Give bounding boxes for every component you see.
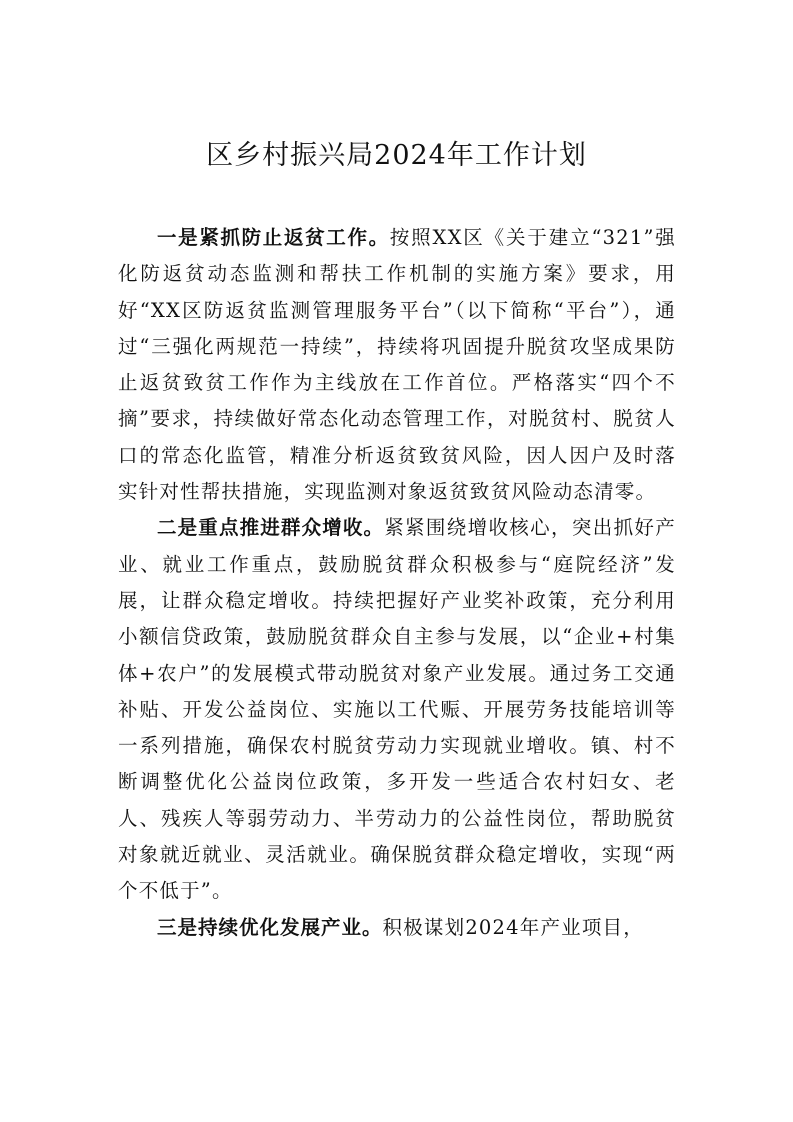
document-title: 区乡村振兴局2024年工作计划 [206, 140, 587, 171]
paragraph-3 [118, 910, 676, 946]
paragraph-3-heading: 三是持续优化发展产业。 [157, 915, 383, 939]
paragraph-1-text: 按照XX区《关于建立“321”强化防返贫动态监测和帮扶工作机制的实施方案》要求，用好“XX区防返贫监测管理服务平台”（以下简称“平台”），通过“三强化两规范一持续”，持续将巩固提升脱贫攻坚成果防止返贫致贫工作作为主线放在工作首位。严格落实“四个不摘”要求，持续做好常态化动态管理工作，对脱贫村、脱贫人口的常态化监管，精准分析返贫致贫风险，因人因户及时落实针对性帮扶措施，实现监测对象返贫致贫风险动态清零。 [118, 226, 676, 504]
paragraph-1-heading: 一是紧抓防止返贫工作。 [157, 226, 390, 249]
document-body [118, 220, 676, 946]
paragraph-2-text: 紧紧围绕增收核心，突出抓好产业、就业工作重点，鼓励脱贫群众积极参与“庭院经济”发展，让群众稳定增收。持续把握好产业奖补政策，充分利用小额信贷政策，鼓励脱贫群众自主参与发展，以“企业+村集体+农户”的发展模式带动脱贫对象产业发展。通过务工交通补贴、开发公益岗位、实施以工代赈、开展劳务技能培训等一系列措施，确保农村脱贫劳动力实现就业增收。镇、村不断调整优化公益岗位政策，多开发一些适合农村妇女、老人、残疾人等弱劳动力、半劳动力的公益性岗位，帮助脱贫对象就近就业、灵活就业。确保脱贫群众稳定增收，实现“两个不低于”。 [118, 516, 676, 903]
paragraph-2-heading: 二是重点推进群众增收。 [157, 516, 385, 540]
paragraph-1 [118, 220, 676, 510]
paragraph-2 [118, 510, 676, 909]
paragraph-3-text: 积极谋划2024年产业项目， [382, 915, 644, 939]
